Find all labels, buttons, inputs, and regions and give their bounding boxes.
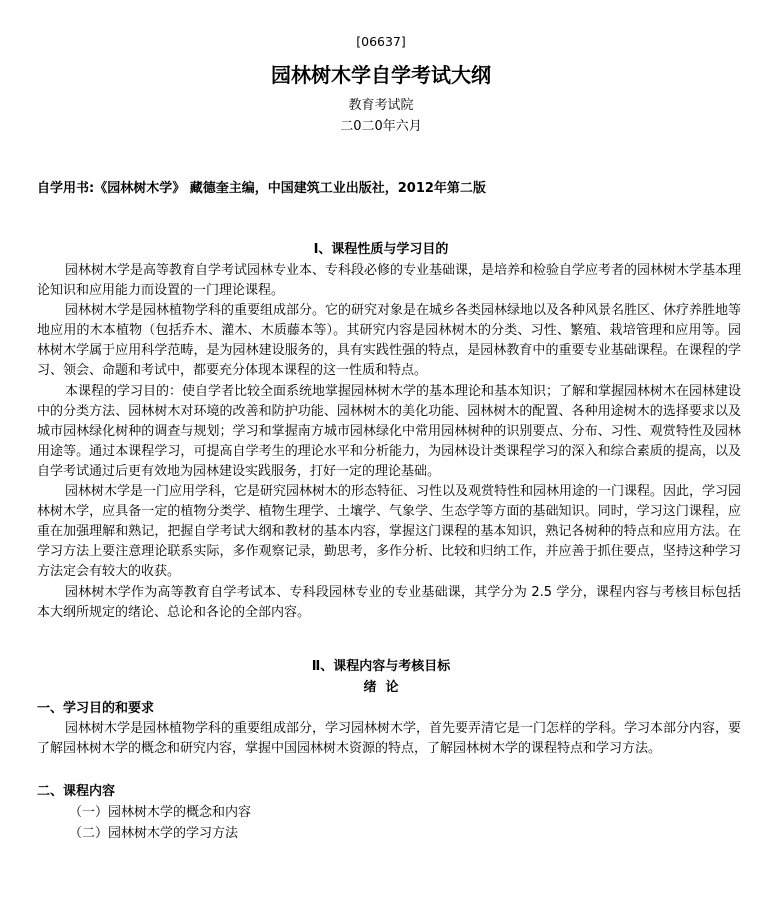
part-heading-2: 二、课程内容 [37, 784, 116, 799]
paragraph: 园林树木学作为高等教育自学考试本、专科段园林专业的专业基础课，其学分为 2.5 学分，课程内容与考核目标包括本大纲所规定的绪论、总论和各论的全部内容。 [37, 584, 741, 620]
section-1-body [37, 261, 741, 623]
part-heading-1: 一、学习目的和要求 [37, 701, 155, 716]
chapter-heading: 绪 论 [363, 680, 399, 695]
document-code: [06637] [356, 34, 406, 49]
paragraph: 园林树木学是园林植物学科的重要组成部分。它的研究对象是在城乡各类园林绿地以及各种风景名胜区、休疗养胜地等地应用的木本植物（包括乔木、灌木、木质藤本等）。其研究内容是园林树木的分类、习性、繁殖、栽培管理和应用等。园林树木学属于应用科学范畴，是为园林建设服务的，具有实践性强的特点，是园林教育中的重要专业基础课程。在课程的学习、领会、命题和考试中，都要充分体现本课程的这一性质和特点。 [37, 303, 742, 379]
textbook-reference: 自学用书:《园林树木学》 藏德奎主编，中国建筑工业出版社，2012年第二版 [37, 181, 486, 196]
paragraph: 本课程的学习目的：使自学者比较全面系统地掌握园林树木学的基本理论和基本知识；了解和掌握园林树木在园林建设中的分类方法、园林树木对环境的改善和防护功能、园林树木的美化功能、园林树木的配置、各种用途树木的选择要求以及城市园林绿化树种的调查与规划；学习和掌握南方城市园林绿化中常用园林树种的识别要点、分布、习性、观赏特性及园林用途等。通过本课程学习，可提高自学考生的理论水平和分析能力，为园林设计类课程学习的深入和综合素质的提高，以及自学考试通过后更有效地为园林建设实践服务，打好一定的理论基础。 [37, 383, 742, 479]
paragraph: 园林树木学是一门应用学科，它是研究园林树木的形态特征、习性以及观赏特性和园林用途的一门课程。因此，学习园林树木学，应具备一定的植物分类学、植物生理学、土壤学、气象学、生态学等方面的基础知识。同时，学习这门课程，应重在加强理解和熟记，把握自学考试大纲和教材的基本内容，掌握这门课程的基本知识，熟记各树种的特点和应用方法。在学习方法上要注意理论联系实际，多作观察记录，勤思考，多作分析、比较和归纳工作，并应善于抓住要点，坚持这种学习方法定会有较大的收获。 [37, 484, 742, 580]
paragraph: 园林树木学是高等教育自学考试园林专业本、专科段必修的专业基础课，是培养和检验自学应考者的园林树木学基本理论知识和应用能力而设置的一门理论课程。 [37, 263, 742, 299]
section-heading-2: Ⅱ、课程内容与考核目标 [311, 659, 451, 674]
part-1-body [37, 719, 741, 759]
list-item: （二）园林树木学的学习方法 [69, 826, 239, 841]
paragraph: 园林树木学是园林植物学科的重要组成部分，学习园林树木学，首先要弄清它是一门怎样的学科。学习本部分内容，要了解园林树木学的概念和研究内容，掌握中国园林树木资源的特点，了解园林树木学的课程特点和学习方法。 [37, 721, 742, 757]
list-item: （一）园林树木学的概念和内容 [69, 805, 252, 820]
issuing-organization: 教育考试院 [348, 98, 414, 113]
section-heading-1: Ⅰ、课程性质与学习目的 [313, 242, 449, 257]
issue-date: 二0二0年六月 [340, 119, 422, 134]
document-title: 园林树木学自学考试大纲 [271, 63, 491, 87]
